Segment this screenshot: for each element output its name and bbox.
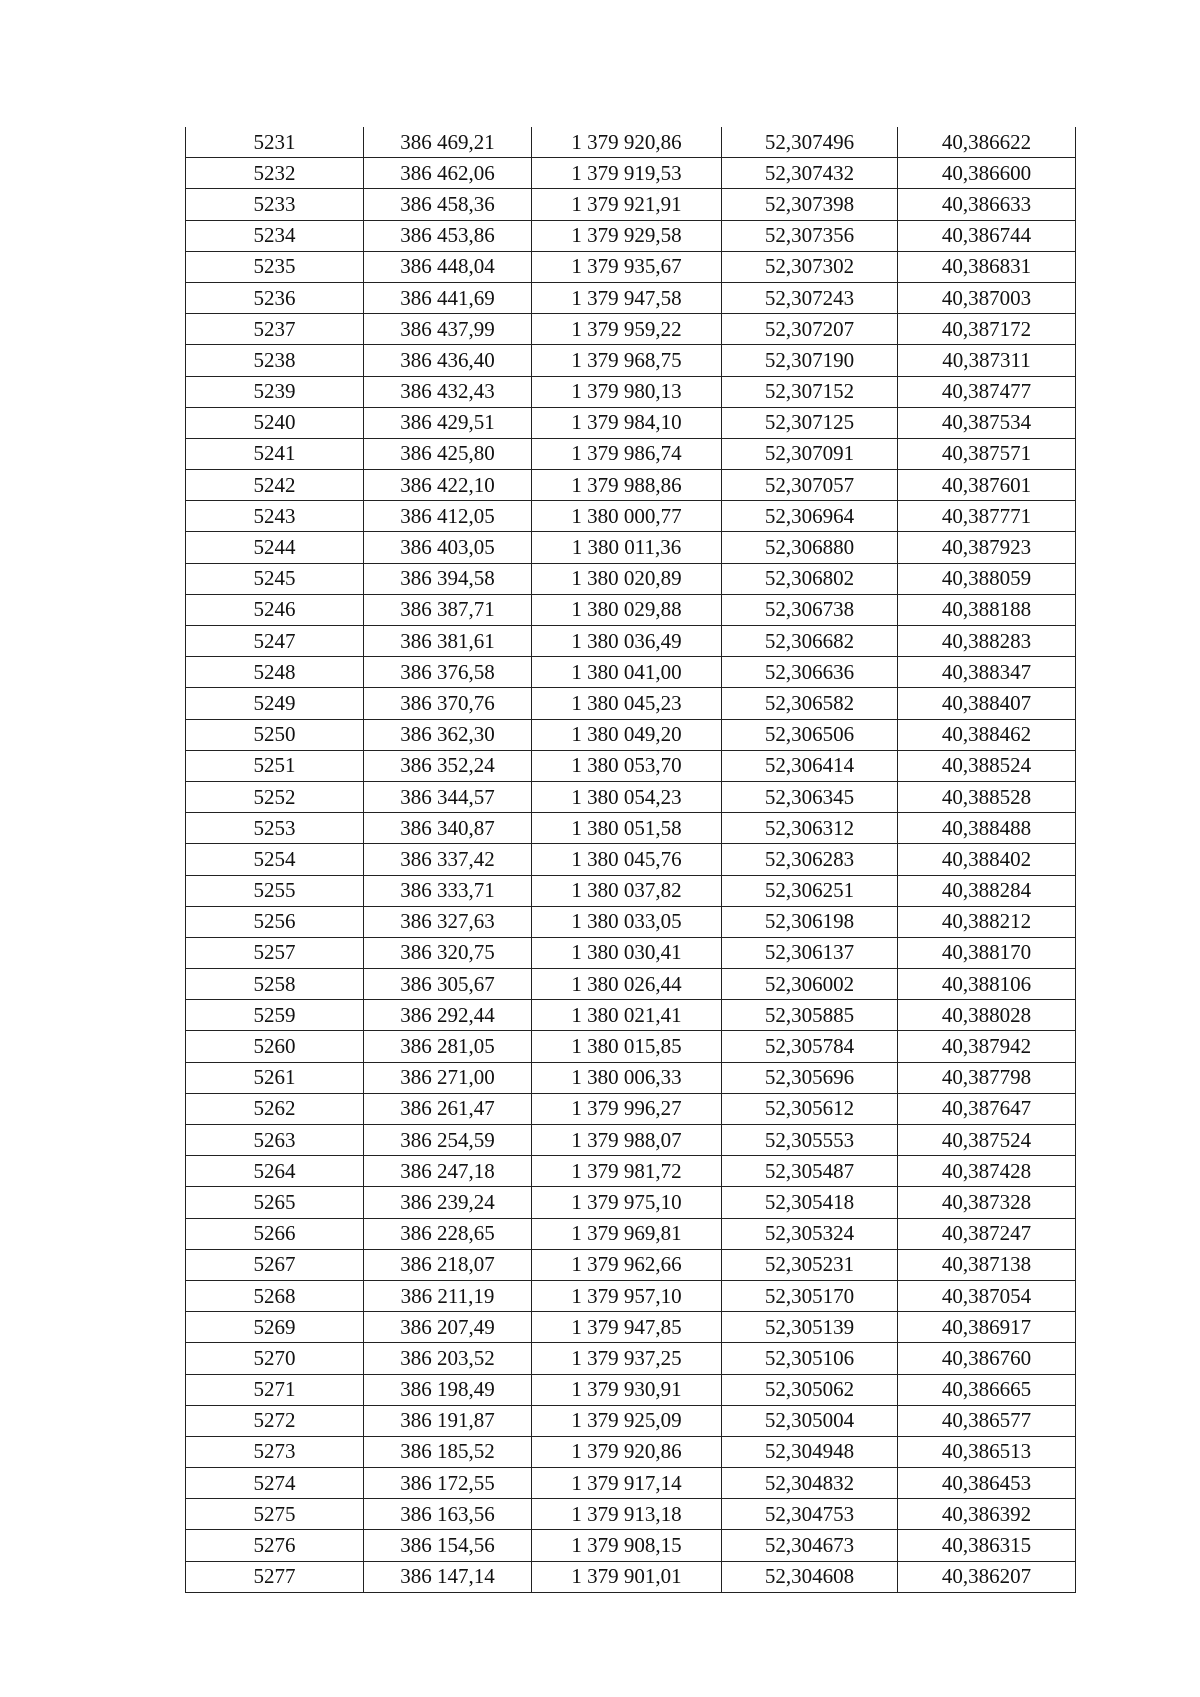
- latitude-cell: 52,304832: [722, 1468, 898, 1499]
- point-number-cell: 5234: [186, 220, 364, 251]
- point-number-cell: 5263: [186, 1125, 364, 1156]
- y-coordinate-cell: 1 380 026,44: [532, 969, 722, 1000]
- y-coordinate-cell: 1 380 051,58: [532, 813, 722, 844]
- latitude-cell: 52,307243: [722, 282, 898, 313]
- table-row: [186, 220, 1076, 251]
- x-coordinate-cell: 386 163,56: [364, 1499, 532, 1530]
- latitude-cell: 52,306880: [722, 532, 898, 563]
- y-coordinate-cell: 1 379 981,72: [532, 1156, 722, 1187]
- point-number-cell: 5242: [186, 470, 364, 501]
- y-coordinate-cell: 1 379 925,09: [532, 1405, 722, 1436]
- table-row: [186, 906, 1076, 937]
- y-coordinate-cell: 1 379 984,10: [532, 407, 722, 438]
- table-row: [186, 501, 1076, 532]
- point-number-cell: 5256: [186, 906, 364, 937]
- longitude-cell: 40,388059: [898, 563, 1076, 594]
- longitude-cell: 40,386744: [898, 220, 1076, 251]
- x-coordinate-cell: 386 239,24: [364, 1187, 532, 1218]
- x-coordinate-cell: 386 370,76: [364, 688, 532, 719]
- x-coordinate-cell: 386 254,59: [364, 1125, 532, 1156]
- longitude-cell: 40,387923: [898, 532, 1076, 563]
- point-number-cell: 5254: [186, 844, 364, 875]
- point-number-cell: 5260: [186, 1031, 364, 1062]
- longitude-cell: 40,388528: [898, 781, 1076, 812]
- y-coordinate-cell: 1 380 045,76: [532, 844, 722, 875]
- table-row: [186, 1093, 1076, 1124]
- longitude-cell: 40,386600: [898, 158, 1076, 189]
- latitude-cell: 52,306636: [722, 657, 898, 688]
- coordinates-table-body: [186, 127, 1076, 1592]
- point-number-cell: 5272: [186, 1405, 364, 1436]
- x-coordinate-cell: 386 432,43: [364, 376, 532, 407]
- x-coordinate-cell: 386 462,06: [364, 158, 532, 189]
- longitude-cell: 40,387428: [898, 1156, 1076, 1187]
- longitude-cell: 40,386831: [898, 251, 1076, 282]
- latitude-cell: 52,305696: [722, 1062, 898, 1093]
- latitude-cell: 52,306414: [722, 750, 898, 781]
- longitude-cell: 40,387571: [898, 438, 1076, 469]
- longitude-cell: 40,386633: [898, 189, 1076, 220]
- latitude-cell: 52,306198: [722, 906, 898, 937]
- y-coordinate-cell: 1 380 033,05: [532, 906, 722, 937]
- y-coordinate-cell: 1 379 908,15: [532, 1530, 722, 1561]
- longitude-cell: 40,386917: [898, 1312, 1076, 1343]
- longitude-cell: 40,387172: [898, 314, 1076, 345]
- point-number-cell: 5247: [186, 626, 364, 657]
- y-coordinate-cell: 1 379 986,74: [532, 438, 722, 469]
- point-number-cell: 5268: [186, 1280, 364, 1311]
- point-number-cell: 5248: [186, 657, 364, 688]
- longitude-cell: 40,387534: [898, 407, 1076, 438]
- latitude-cell: 52,304608: [722, 1561, 898, 1592]
- longitude-cell: 40,386207: [898, 1561, 1076, 1592]
- latitude-cell: 52,307496: [722, 127, 898, 158]
- longitude-cell: 40,388188: [898, 594, 1076, 625]
- point-number-cell: 5250: [186, 719, 364, 750]
- y-coordinate-cell: 1 379 969,81: [532, 1218, 722, 1249]
- longitude-cell: 40,387247: [898, 1218, 1076, 1249]
- table-row: [186, 563, 1076, 594]
- table-row: [186, 1125, 1076, 1156]
- table-row: [186, 1405, 1076, 1436]
- longitude-cell: 40,386760: [898, 1343, 1076, 1374]
- x-coordinate-cell: 386 228,65: [364, 1218, 532, 1249]
- x-coordinate-cell: 386 469,21: [364, 127, 532, 158]
- table-row: [186, 750, 1076, 781]
- longitude-cell: 40,387647: [898, 1093, 1076, 1124]
- latitude-cell: 52,307190: [722, 345, 898, 376]
- x-coordinate-cell: 386 362,30: [364, 719, 532, 750]
- latitude-cell: 52,306802: [722, 563, 898, 594]
- longitude-cell: 40,388283: [898, 626, 1076, 657]
- point-number-cell: 5270: [186, 1343, 364, 1374]
- y-coordinate-cell: 1 379 959,22: [532, 314, 722, 345]
- longitude-cell: 40,387477: [898, 376, 1076, 407]
- latitude-cell: 52,307125: [722, 407, 898, 438]
- point-number-cell: 5267: [186, 1249, 364, 1280]
- point-number-cell: 5253: [186, 813, 364, 844]
- point-number-cell: 5236: [186, 282, 364, 313]
- point-number-cell: 5257: [186, 937, 364, 968]
- x-coordinate-cell: 386 218,07: [364, 1249, 532, 1280]
- table-row: [186, 1062, 1076, 1093]
- x-coordinate-cell: 386 203,52: [364, 1343, 532, 1374]
- x-coordinate-cell: 386 436,40: [364, 345, 532, 376]
- x-coordinate-cell: 386 261,47: [364, 1093, 532, 1124]
- latitude-cell: 52,306682: [722, 626, 898, 657]
- x-coordinate-cell: 386 412,05: [364, 501, 532, 532]
- point-number-cell: 5235: [186, 251, 364, 282]
- y-coordinate-cell: 1 380 053,70: [532, 750, 722, 781]
- x-coordinate-cell: 386 207,49: [364, 1312, 532, 1343]
- longitude-cell: 40,387798: [898, 1062, 1076, 1093]
- longitude-cell: 40,388347: [898, 657, 1076, 688]
- latitude-cell: 52,305324: [722, 1218, 898, 1249]
- table-row: [186, 1031, 1076, 1062]
- y-coordinate-cell: 1 379 935,67: [532, 251, 722, 282]
- table-row: [186, 1374, 1076, 1405]
- x-coordinate-cell: 386 422,10: [364, 470, 532, 501]
- y-coordinate-cell: 1 379 917,14: [532, 1468, 722, 1499]
- x-coordinate-cell: 386 387,71: [364, 594, 532, 625]
- x-coordinate-cell: 386 172,55: [364, 1468, 532, 1499]
- table-row: [186, 1187, 1076, 1218]
- y-coordinate-cell: 1 380 037,82: [532, 875, 722, 906]
- table-row: [186, 1280, 1076, 1311]
- table-row: [186, 282, 1076, 313]
- latitude-cell: 52,306002: [722, 969, 898, 1000]
- latitude-cell: 52,305418: [722, 1187, 898, 1218]
- point-number-cell: 5240: [186, 407, 364, 438]
- latitude-cell: 52,306506: [722, 719, 898, 750]
- longitude-cell: 40,387003: [898, 282, 1076, 313]
- y-coordinate-cell: 1 379 957,10: [532, 1280, 722, 1311]
- x-coordinate-cell: 386 292,44: [364, 1000, 532, 1031]
- y-coordinate-cell: 1 380 006,33: [532, 1062, 722, 1093]
- latitude-cell: 52,304753: [722, 1499, 898, 1530]
- table-row: [186, 969, 1076, 1000]
- latitude-cell: 52,307207: [722, 314, 898, 345]
- point-number-cell: 5264: [186, 1156, 364, 1187]
- longitude-cell: 40,387311: [898, 345, 1076, 376]
- point-number-cell: 5269: [186, 1312, 364, 1343]
- point-number-cell: 5244: [186, 532, 364, 563]
- latitude-cell: 52,306738: [722, 594, 898, 625]
- y-coordinate-cell: 1 380 045,23: [532, 688, 722, 719]
- y-coordinate-cell: 1 380 011,36: [532, 532, 722, 563]
- longitude-cell: 40,388170: [898, 937, 1076, 968]
- x-coordinate-cell: 386 305,67: [364, 969, 532, 1000]
- point-number-cell: 5231: [186, 127, 364, 158]
- longitude-cell: 40,388402: [898, 844, 1076, 875]
- point-number-cell: 5261: [186, 1062, 364, 1093]
- longitude-cell: 40,388462: [898, 719, 1076, 750]
- x-coordinate-cell: 386 320,75: [364, 937, 532, 968]
- table-row: [186, 937, 1076, 968]
- table-row: [186, 376, 1076, 407]
- x-coordinate-cell: 386 425,80: [364, 438, 532, 469]
- longitude-cell: 40,388284: [898, 875, 1076, 906]
- table-row: [186, 1530, 1076, 1561]
- x-coordinate-cell: 386 376,58: [364, 657, 532, 688]
- point-number-cell: 5259: [186, 1000, 364, 1031]
- point-number-cell: 5276: [186, 1530, 364, 1561]
- point-number-cell: 5275: [186, 1499, 364, 1530]
- point-number-cell: 5237: [186, 314, 364, 345]
- y-coordinate-cell: 1 380 000,77: [532, 501, 722, 532]
- y-coordinate-cell: 1 379 913,18: [532, 1499, 722, 1530]
- table-row: [186, 781, 1076, 812]
- table-row: [186, 1499, 1076, 1530]
- y-coordinate-cell: 1 379 996,27: [532, 1093, 722, 1124]
- x-coordinate-cell: 386 403,05: [364, 532, 532, 563]
- latitude-cell: 52,306251: [722, 875, 898, 906]
- y-coordinate-cell: 1 380 021,41: [532, 1000, 722, 1031]
- table-row: [186, 1436, 1076, 1467]
- y-coordinate-cell: 1 379 901,01: [532, 1561, 722, 1592]
- longitude-cell: 40,387054: [898, 1280, 1076, 1311]
- longitude-cell: 40,388028: [898, 1000, 1076, 1031]
- latitude-cell: 52,305784: [722, 1031, 898, 1062]
- point-number-cell: 5255: [186, 875, 364, 906]
- latitude-cell: 52,305139: [722, 1312, 898, 1343]
- latitude-cell: 52,305885: [722, 1000, 898, 1031]
- latitude-cell: 52,305487: [722, 1156, 898, 1187]
- latitude-cell: 52,305612: [722, 1093, 898, 1124]
- table-row: [186, 1249, 1076, 1280]
- table-row: [186, 688, 1076, 719]
- longitude-cell: 40,388212: [898, 906, 1076, 937]
- y-coordinate-cell: 1 379 988,86: [532, 470, 722, 501]
- y-coordinate-cell: 1 379 962,66: [532, 1249, 722, 1280]
- latitude-cell: 52,306137: [722, 937, 898, 968]
- table-row: [186, 657, 1076, 688]
- point-number-cell: 5266: [186, 1218, 364, 1249]
- table-row: [186, 127, 1076, 158]
- y-coordinate-cell: 1 379 980,13: [532, 376, 722, 407]
- x-coordinate-cell: 386 429,51: [364, 407, 532, 438]
- x-coordinate-cell: 386 333,71: [364, 875, 532, 906]
- x-coordinate-cell: 386 327,63: [364, 906, 532, 937]
- x-coordinate-cell: 386 185,52: [364, 1436, 532, 1467]
- y-coordinate-cell: 1 379 919,53: [532, 158, 722, 189]
- table-row: [186, 1343, 1076, 1374]
- latitude-cell: 52,306312: [722, 813, 898, 844]
- y-coordinate-cell: 1 380 041,00: [532, 657, 722, 688]
- latitude-cell: 52,307398: [722, 189, 898, 220]
- point-number-cell: 5243: [186, 501, 364, 532]
- latitude-cell: 52,307057: [722, 470, 898, 501]
- latitude-cell: 52,305062: [722, 1374, 898, 1405]
- x-coordinate-cell: 386 271,00: [364, 1062, 532, 1093]
- latitude-cell: 52,305170: [722, 1280, 898, 1311]
- table-row: [186, 314, 1076, 345]
- point-number-cell: 5258: [186, 969, 364, 1000]
- longitude-cell: 40,387138: [898, 1249, 1076, 1280]
- longitude-cell: 40,386577: [898, 1405, 1076, 1436]
- y-coordinate-cell: 1 379 937,25: [532, 1343, 722, 1374]
- latitude-cell: 52,306582: [722, 688, 898, 719]
- x-coordinate-cell: 386 381,61: [364, 626, 532, 657]
- x-coordinate-cell: 386 211,19: [364, 1280, 532, 1311]
- point-number-cell: 5262: [186, 1093, 364, 1124]
- latitude-cell: 52,306345: [722, 781, 898, 812]
- y-coordinate-cell: 1 379 920,86: [532, 1436, 722, 1467]
- table-row: [186, 594, 1076, 625]
- y-coordinate-cell: 1 379 988,07: [532, 1125, 722, 1156]
- point-number-cell: 5271: [186, 1374, 364, 1405]
- latitude-cell: 52,306964: [722, 501, 898, 532]
- latitude-cell: 52,307432: [722, 158, 898, 189]
- table-row: [186, 844, 1076, 875]
- latitude-cell: 52,305004: [722, 1405, 898, 1436]
- table-row: [186, 438, 1076, 469]
- point-number-cell: 5265: [186, 1187, 364, 1218]
- y-coordinate-cell: 1 380 036,49: [532, 626, 722, 657]
- latitude-cell: 52,304948: [722, 1436, 898, 1467]
- table-row: [186, 158, 1076, 189]
- x-coordinate-cell: 386 154,56: [364, 1530, 532, 1561]
- table-row: [186, 532, 1076, 563]
- x-coordinate-cell: 386 437,99: [364, 314, 532, 345]
- y-coordinate-cell: 1 379 975,10: [532, 1187, 722, 1218]
- longitude-cell: 40,388106: [898, 969, 1076, 1000]
- coordinates-table: [185, 127, 1076, 1593]
- longitude-cell: 40,386392: [898, 1499, 1076, 1530]
- y-coordinate-cell: 1 379 947,58: [532, 282, 722, 313]
- y-coordinate-cell: 1 380 049,20: [532, 719, 722, 750]
- point-number-cell: 5252: [186, 781, 364, 812]
- latitude-cell: 52,307152: [722, 376, 898, 407]
- x-coordinate-cell: 386 352,24: [364, 750, 532, 781]
- latitude-cell: 52,305106: [722, 1343, 898, 1374]
- point-number-cell: 5233: [186, 189, 364, 220]
- x-coordinate-cell: 386 191,87: [364, 1405, 532, 1436]
- longitude-cell: 40,388407: [898, 688, 1076, 719]
- point-number-cell: 5239: [186, 376, 364, 407]
- latitude-cell: 52,307356: [722, 220, 898, 251]
- point-number-cell: 5232: [186, 158, 364, 189]
- table-row: [186, 626, 1076, 657]
- x-coordinate-cell: 386 344,57: [364, 781, 532, 812]
- x-coordinate-cell: 386 281,05: [364, 1031, 532, 1062]
- table-row: [186, 1312, 1076, 1343]
- table-row: [186, 1000, 1076, 1031]
- y-coordinate-cell: 1 379 930,91: [532, 1374, 722, 1405]
- point-number-cell: 5246: [186, 594, 364, 625]
- y-coordinate-cell: 1 379 968,75: [532, 345, 722, 376]
- latitude-cell: 52,307091: [722, 438, 898, 469]
- point-number-cell: 5249: [186, 688, 364, 719]
- table-row: [186, 1561, 1076, 1592]
- latitude-cell: 52,304673: [722, 1530, 898, 1561]
- x-coordinate-cell: 386 453,86: [364, 220, 532, 251]
- x-coordinate-cell: 386 337,42: [364, 844, 532, 875]
- longitude-cell: 40,388524: [898, 750, 1076, 781]
- x-coordinate-cell: 386 340,87: [364, 813, 532, 844]
- longitude-cell: 40,387601: [898, 470, 1076, 501]
- y-coordinate-cell: 1 379 921,91: [532, 189, 722, 220]
- point-number-cell: 5273: [186, 1436, 364, 1467]
- point-number-cell: 5245: [186, 563, 364, 594]
- longitude-cell: 40,387524: [898, 1125, 1076, 1156]
- longitude-cell: 40,387771: [898, 501, 1076, 532]
- point-number-cell: 5277: [186, 1561, 364, 1592]
- y-coordinate-cell: 1 379 929,58: [532, 220, 722, 251]
- longitude-cell: 40,386665: [898, 1374, 1076, 1405]
- longitude-cell: 40,386513: [898, 1436, 1076, 1467]
- x-coordinate-cell: 386 441,69: [364, 282, 532, 313]
- table-row: [186, 875, 1076, 906]
- y-coordinate-cell: 1 380 030,41: [532, 937, 722, 968]
- table-row: [186, 1468, 1076, 1499]
- table-row: [186, 345, 1076, 376]
- table-row: [186, 719, 1076, 750]
- table-row: [186, 813, 1076, 844]
- x-coordinate-cell: 386 147,14: [364, 1561, 532, 1592]
- latitude-cell: 52,305553: [722, 1125, 898, 1156]
- table-row: [186, 470, 1076, 501]
- y-coordinate-cell: 1 380 029,88: [532, 594, 722, 625]
- table-row: [186, 1156, 1076, 1187]
- table-row: [186, 189, 1076, 220]
- y-coordinate-cell: 1 379 947,85: [532, 1312, 722, 1343]
- table-row: [186, 1218, 1076, 1249]
- longitude-cell: 40,386453: [898, 1468, 1076, 1499]
- latitude-cell: 52,307302: [722, 251, 898, 282]
- longitude-cell: 40,386622: [898, 127, 1076, 158]
- x-coordinate-cell: 386 458,36: [364, 189, 532, 220]
- x-coordinate-cell: 386 198,49: [364, 1374, 532, 1405]
- x-coordinate-cell: 386 394,58: [364, 563, 532, 594]
- longitude-cell: 40,387942: [898, 1031, 1076, 1062]
- point-number-cell: 5251: [186, 750, 364, 781]
- table-row: [186, 251, 1076, 282]
- y-coordinate-cell: 1 380 020,89: [532, 563, 722, 594]
- longitude-cell: 40,387328: [898, 1187, 1076, 1218]
- y-coordinate-cell: 1 379 920,86: [532, 127, 722, 158]
- x-coordinate-cell: 386 448,04: [364, 251, 532, 282]
- y-coordinate-cell: 1 380 054,23: [532, 781, 722, 812]
- longitude-cell: 40,386315: [898, 1530, 1076, 1561]
- point-number-cell: 5241: [186, 438, 364, 469]
- point-number-cell: 5238: [186, 345, 364, 376]
- point-number-cell: 5274: [186, 1468, 364, 1499]
- y-coordinate-cell: 1 380 015,85: [532, 1031, 722, 1062]
- table-row: [186, 407, 1076, 438]
- latitude-cell: 52,305231: [722, 1249, 898, 1280]
- x-coordinate-cell: 386 247,18: [364, 1156, 532, 1187]
- longitude-cell: 40,388488: [898, 813, 1076, 844]
- latitude-cell: 52,306283: [722, 844, 898, 875]
